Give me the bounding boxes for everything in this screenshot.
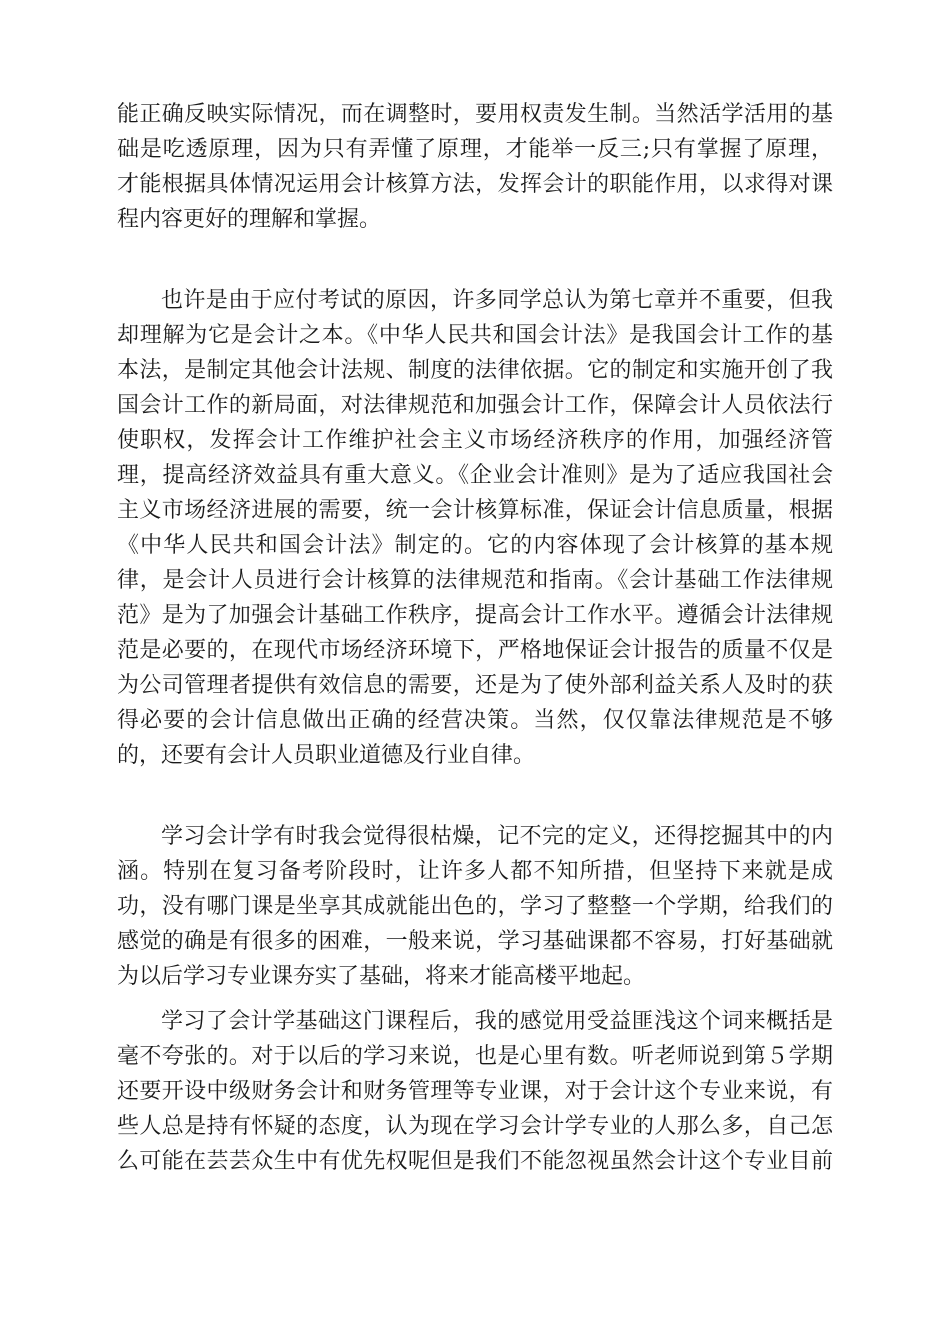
paragraph-line: 的，还要有会计人员职业道德及行业自律。 [117,743,536,768]
paragraph-line: 主义市场经济进展的需要，统一会计核算标准，保证会计信息质量，根据 [117,498,833,523]
paragraph-4 [117,1004,833,1179]
paragraph-line: 感觉的确是有很多的困难，一般来说，学习基础课都不容易，打好基础就 [117,929,833,954]
paragraph-line: 学习了会计学基础这门课程后，我的感觉用受益匪浅这个词来概括是 [161,1009,833,1034]
paragraph-2 [117,283,833,773]
paragraph-line: 能正确反映实际情况，而在调整时，要用权责发生制。当然活学活用的基 [117,102,833,127]
paragraph-line: 却理解为它是会计之本。《中华人民共和国会计法》是我国会计工作的基 [117,323,833,348]
paragraph-line: 涵。特别在复习备考阶段时，让许多人都不知所措，但坚持下来就是成 [117,859,833,884]
paragraph-line: 范是必要的，在现代市场经济环境下，严格地保证会计报告的质量不仅是 [117,638,833,663]
paragraph-line: 些人总是持有怀疑的态度，认为现在学习会计学专业的人那么多，自己怎 [117,1114,833,1139]
paragraph-line: 毫不夸张的。对于以后的学习来说，也是心里有数。听老师说到第５学期 [117,1044,833,1069]
paragraph-line: 程内容更好的理解和掌握。 [117,207,382,232]
paragraph-line: 才能根据具体情况运用会计核算方法，发挥会计的职能作用，以求得对课 [117,172,833,197]
paragraph-line: 范》是为了加强会计基础工作秩序，提高会计工作水平。遵循会计法律规 [117,603,833,628]
paragraph-line: 《中华人民共和国会计法》制定的。它的内容体现了会计核算的基本规 [117,533,833,558]
paragraph-line: 理，提高经济效益具有重大意义。《企业会计准则》是为了适应我国社会 [117,463,833,488]
paragraph-line: 得必要的会计信息做出正确的经营决策。当然，仅仅靠法律规范是不够 [117,708,833,733]
paragraph-line: 学习会计学有时我会觉得很枯燥，记不完的定义，还得挖掘其中的内 [161,824,833,849]
paragraph-line: 使职权，发挥会计工作维护社会主义市场经济秩序的作用，加强经济管 [117,428,833,453]
paragraph-line: 国会计工作的新局面，对法律规范和加强会计工作，保障会计人员依法行 [117,393,833,418]
paragraph-line: 还要开设中级财务会计和财务管理等专业课，对于会计这个专业来说，有 [117,1079,833,1104]
paragraph-line: 也许是由于应付考试的原因，许多同学总认为第七章并不重要，但我 [161,288,833,313]
paragraph-3 [117,819,833,994]
paragraph-line: 本法，是制定其他会计法规、制度的法律依据。它的制定和实施开创了我 [117,358,833,383]
paragraph-line: 功，没有哪门课是坐享其成就能出色的，学习了整整一个学期，给我们的 [117,894,833,919]
paragraph-line: 律，是会计人员进行会计核算的法律规范和指南。《会计基础工作法律规 [117,568,833,593]
paragraph-line: 为公司管理者提供有效信息的需要，还是为了使外部利益关系人及时的获 [117,673,833,698]
paragraph-line: 为以后学习专业课夯实了基础，将来才能高楼平地起。 [117,964,646,989]
paragraph-1 [117,97,833,237]
paragraph-line: 么可能在芸芸众生中有优先权呢但是我们不能忽视虽然会计这个专业目前 [117,1149,833,1174]
paragraph-line: 础是吃透原理，因为只有弄懂了原理，才能举一反三;只有掌握了原理， [117,137,833,162]
